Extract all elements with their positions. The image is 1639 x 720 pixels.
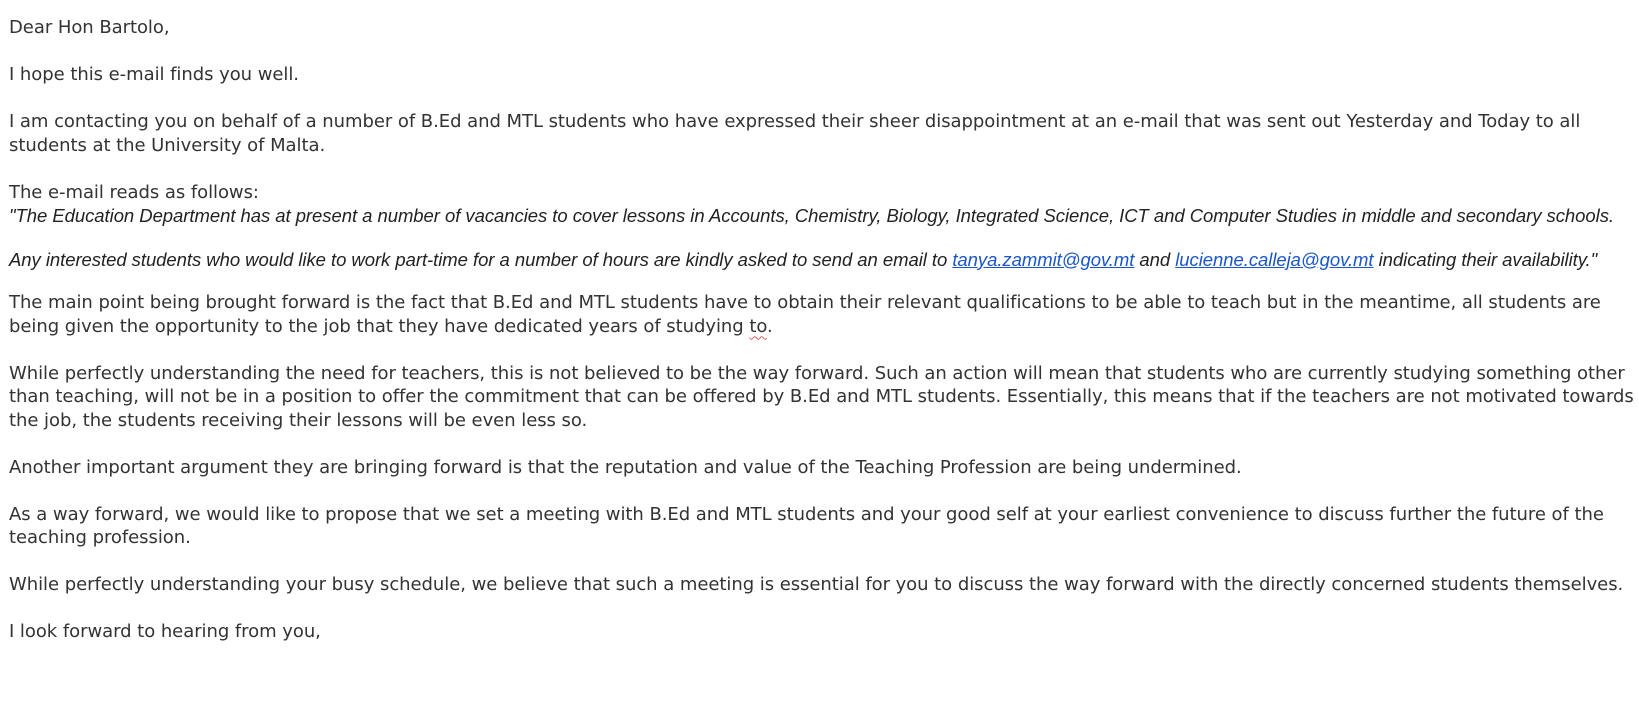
paragraph-main-point [9,291,1634,338]
main-point-text: The main point being brought forward is the fact that B.Ed and MTL students have to obtain their relevant qualifications to be able to teach but in the meantime, all students are being given the opportunity to the job that they have dedicated years of studying [9,292,1601,337]
email-link-lucienne[interactable]: lucienne.calleja@gov.mt [1175,248,1374,270]
quote-text: Any interested students who would like to work part-time for a number of hours are kindly asked to send an email to [9,248,953,270]
quote-text-end: indicating their availability." [1373,248,1598,270]
paragraph-another-argument: Another important argument they are bringing forward is that the reputation and value of the Teaching Profession are being undermined. [9,456,1242,478]
paragraph-busy-schedule: While perfectly understanding your busy schedule, we believe that such a meeting is essential for you to discuss the way forward with the directly concerned students themselves. [9,574,1624,595]
paragraph-contact: I am contacting you on behalf of a number of B.Ed and MTL students who have expressed their sheer disappointment at an e-mail that was sent out Yesterday and Today to all students at the University of Malta. [9,111,1581,156]
paragraph-way-forward: As a way forward, we would like to propose that we set a meeting with B.Ed and MTL students and your good self at your earliest convenience to discuss further the future of the teaching profession. [9,503,1604,548]
quote-text-and: and [1134,248,1176,270]
spellcheck-flagged-word[interactable]: to [749,315,767,337]
email-link-tanya[interactable]: tanya.zammit@gov.mt [952,248,1135,270]
quote-paragraph-2 [9,248,1634,272]
paragraph-hope: I hope this e-mail finds you well. [9,64,299,85]
paragraph-while-teachers: While perfectly understanding the need for teachers, this is not believed to be the way forward. Such an action will mean that students who are currently studying something other than teaching, will not be in a position to offer the commitment that can be offered by B.Ed and MTL students. Essentially, this means that if the teachers are not motivated towards the job, the students receiving their lessons will be even less so. [9,362,1634,431]
main-point-end: . [766,315,773,337]
email-body[interactable] [9,16,1634,667]
paragraph-reads: The e-mail reads as follows: [9,181,259,203]
quoted-email [9,204,1634,271]
closing-line: I look forward to hearing from you, [9,621,321,642]
greeting: Dear Hon Bartolo, [9,17,170,38]
quote-paragraph-1: "The Education Department has at present a number of vacancies to cover lessons in Accounts, Chemistry, Biology, Integrated Science, ICT and Computer Studies in middle and secondary schools. [9,205,1614,226]
